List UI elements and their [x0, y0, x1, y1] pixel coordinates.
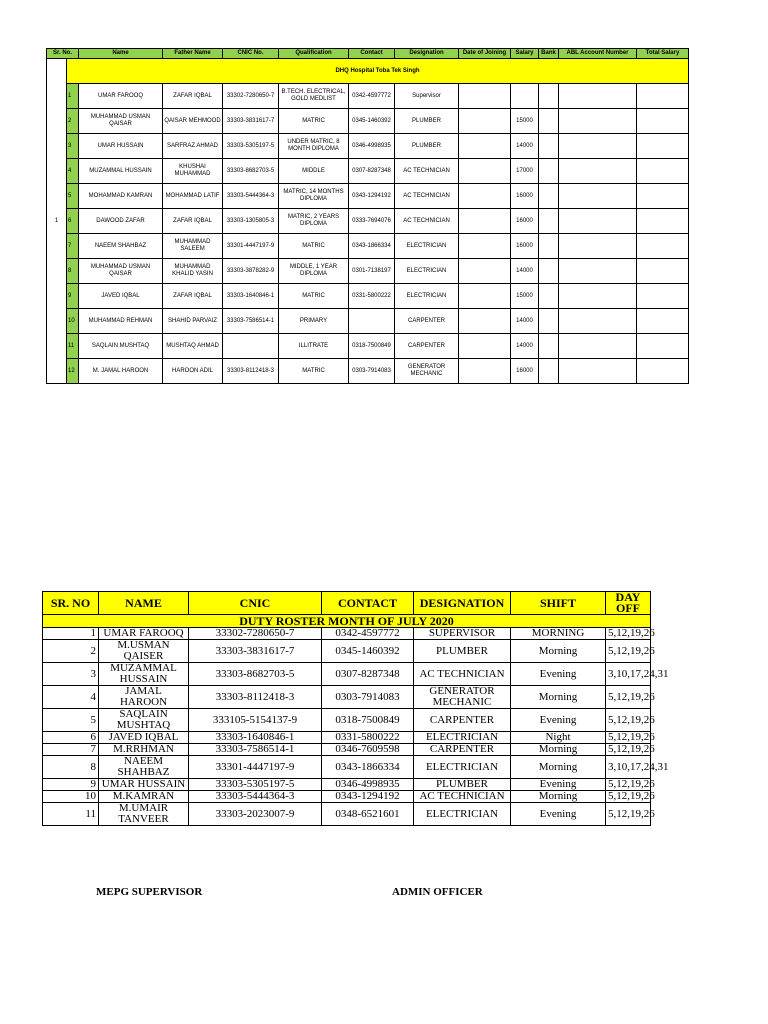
staff-date-of-joining — [459, 209, 511, 234]
staff-abl-account — [559, 109, 637, 134]
staff-total-salary — [637, 159, 689, 184]
staff-cnic: 33303-5444364-3 — [223, 184, 279, 209]
roster-header-contact: CONTACT — [322, 592, 414, 615]
roster-dayoff: 5,12,19,26 — [606, 709, 651, 732]
roster-row — [43, 756, 651, 779]
staff-designation: GENERATOR MECHANIC — [395, 359, 459, 384]
roster-designation: AC TECHNICIAN — [414, 663, 511, 686]
staff-bank — [539, 209, 559, 234]
roster-shift: Evening — [511, 803, 606, 826]
roster-dayoff: 5,12,19,26 — [606, 732, 651, 744]
roster-designation: PLUMBER — [414, 640, 511, 663]
roster-sr: 4 — [43, 686, 99, 709]
header-bank: Bank — [539, 49, 559, 59]
staff-cnic: 33303-3831617-7 — [223, 109, 279, 134]
staff-contact: 0343-1866334 — [349, 234, 395, 259]
staff-designation: AC TECHNICIAN — [395, 209, 459, 234]
staff-name: MUHAMMAD USMAN QAISAR — [79, 259, 163, 284]
staff-qualification: MIDDLE, 1 YEAR DIPLOMA — [279, 259, 349, 284]
staff-abl-account — [559, 359, 637, 384]
staff-abl-account — [559, 84, 637, 109]
roster-name: M.UMAIR TANVEER — [99, 803, 189, 826]
staff-cnic: 33303-1305805-3 — [223, 209, 279, 234]
staff-name: JAVED IQBAL — [79, 284, 163, 309]
staff-date-of-joining — [459, 359, 511, 384]
roster-name: M.USMAN QAISER — [99, 640, 189, 663]
staff-row — [47, 234, 689, 259]
roster-contact: 0343-1866334 — [322, 756, 414, 779]
staff-row-number: 6 — [67, 209, 79, 234]
staff-bank — [539, 359, 559, 384]
staff-name: MUHAMMAD USMAN QAISAR — [79, 109, 163, 134]
staff-father-name: ZAFAR IQBAL — [163, 284, 223, 309]
header-abl-account: ABL Account Number — [559, 49, 637, 59]
staff-name: NAEEM SHAHBAZ — [79, 234, 163, 259]
roster-shift: Morning — [511, 686, 606, 709]
staff-father-name: HAROON ADIL — [163, 359, 223, 384]
staff-contact — [349, 309, 395, 334]
roster-row — [43, 803, 651, 826]
roster-row — [43, 709, 651, 732]
roster-name: MUZAMMAL HUSSAIN — [99, 663, 189, 686]
roster-row — [43, 640, 651, 663]
roster-row — [43, 744, 651, 756]
staff-name: M. JAMAL HAROON — [79, 359, 163, 384]
staff-father-name: KHUSHAI MUHAMMAD — [163, 159, 223, 184]
roster-designation: ELECTRICIAN — [414, 732, 511, 744]
staff-salary: 14000 — [511, 334, 539, 359]
roster-row — [43, 791, 651, 803]
staff-cnic: 33303-7586514-1 — [223, 309, 279, 334]
roster-dayoff: 3,10,17,24,31 — [606, 756, 651, 779]
staff-father-name: SARFRAZ AHMAD — [163, 134, 223, 159]
roster-contact: 0331-5800222 — [322, 732, 414, 744]
header-contact: Contact — [349, 49, 395, 59]
staff-date-of-joining — [459, 84, 511, 109]
staff-designation: AC TECHNICIAN — [395, 159, 459, 184]
roster-title-row — [43, 615, 651, 628]
staff-row-number: 12 — [67, 359, 79, 384]
staff-father-name: SHAHID PARVAIZ — [163, 309, 223, 334]
roster-cnic: 33303-8682703-5 — [189, 663, 322, 686]
staff-salary: 16000 — [511, 359, 539, 384]
staff-table — [46, 48, 689, 384]
roster-cnic: 33303-5444364-3 — [189, 791, 322, 803]
staff-row-number: 1 — [67, 84, 79, 109]
staff-row-number: 7 — [67, 234, 79, 259]
staff-total-salary — [637, 259, 689, 284]
roster-contact: 0346-4998935 — [322, 779, 414, 791]
roster-cnic: 33303-3831617-7 — [189, 640, 322, 663]
staff-salary: 16000 — [511, 209, 539, 234]
staff-name: MUHAMMAD REHMAN — [79, 309, 163, 334]
staff-row — [47, 334, 689, 359]
staff-contact: 0331-5800222 — [349, 284, 395, 309]
staff-total-salary — [637, 309, 689, 334]
staff-abl-account — [559, 134, 637, 159]
staff-salary: 15000 — [511, 284, 539, 309]
roster-name: UMAR HUSSAIN — [99, 779, 189, 791]
header-qualification: Qualification — [279, 49, 349, 59]
roster-shift: Evening — [511, 709, 606, 732]
roster-row — [43, 779, 651, 791]
roster-row — [43, 628, 651, 640]
staff-designation: CARPENTER — [395, 334, 459, 359]
staff-date-of-joining — [459, 334, 511, 359]
roster-dayoff: 5,12,19,26 — [606, 744, 651, 756]
staff-qualification: UNDER MATRIC, 8 MONTH DIPLOMA — [279, 134, 349, 159]
header-date-of-joining: Date of Joining — [459, 49, 511, 59]
hospital-name: DHQ Hospital Toba Tek Singh — [67, 59, 689, 84]
roster-sr: 11 — [43, 803, 99, 826]
staff-salary — [511, 84, 539, 109]
roster-dayoff: 5,12,19,26 — [606, 791, 651, 803]
staff-bank — [539, 184, 559, 209]
staff-designation: CARPENTER — [395, 309, 459, 334]
roster-dayoff: 5,12,19,26 — [606, 628, 651, 640]
staff-date-of-joining — [459, 309, 511, 334]
roster-row — [43, 663, 651, 686]
roster-sr: 3 — [43, 663, 99, 686]
staff-contact: 0342-4597772 — [349, 84, 395, 109]
staff-row-number: 8 — [67, 259, 79, 284]
roster-contact: 0345-1460392 — [322, 640, 414, 663]
roster-designation: GENERATOR MECHANIC — [414, 686, 511, 709]
roster-name: SAQLAIN MUSHTAQ — [99, 709, 189, 732]
roster-contact: 0307-8287348 — [322, 663, 414, 686]
staff-date-of-joining — [459, 159, 511, 184]
staff-row-number: 10 — [67, 309, 79, 334]
roster-cnic: 33303-7586514-1 — [189, 744, 322, 756]
staff-father-name: QAISAR MEHMOOD — [163, 109, 223, 134]
staff-qualification: MATRIC — [279, 109, 349, 134]
roster-sr: 5 — [43, 709, 99, 732]
staff-row-number: 9 — [67, 284, 79, 309]
roster-cnic: 33303-5305197-5 — [189, 779, 322, 791]
staff-salary: 17000 — [511, 159, 539, 184]
roster-header-cnic: CNIC — [189, 592, 322, 615]
staff-date-of-joining — [459, 259, 511, 284]
staff-row — [47, 84, 689, 109]
roster-contact: 0342-4597772 — [322, 628, 414, 640]
header-total-salary: Total Salary — [637, 49, 689, 59]
staff-total-salary — [637, 209, 689, 234]
header-salary: Salary — [511, 49, 539, 59]
staff-contact: 0346-4998935 — [349, 134, 395, 159]
staff-qualification: MATRIC, 14 MONTHS DIPLOMA — [279, 184, 349, 209]
staff-qualification: MATRIC — [279, 234, 349, 259]
staff-name: MOHAMMAD KAMRAN — [79, 184, 163, 209]
roster-header-designation: DESIGNATION — [414, 592, 511, 615]
roster-name: M.RRHMAN — [99, 744, 189, 756]
roster-cnic: 33303-8112418-3 — [189, 686, 322, 709]
staff-salary: 16000 — [511, 234, 539, 259]
roster-shift: Morning — [511, 640, 606, 663]
staff-date-of-joining — [459, 134, 511, 159]
roster-designation: CARPENTER — [414, 709, 511, 732]
roster-name: JAVED IQBAL — [99, 732, 189, 744]
staff-cnic: 33301-4447197-9 — [223, 234, 279, 259]
staff-cnic: 33303-8112418-3 — [223, 359, 279, 384]
roster-cnic: 33302-7280650-7 — [189, 628, 322, 640]
staff-bank — [539, 134, 559, 159]
staff-name: UMAR FAROOQ — [79, 84, 163, 109]
staff-name: SAQLAIN MUSHTAQ — [79, 334, 163, 359]
roster-contact: 0348-6521601 — [322, 803, 414, 826]
staff-designation: AC TECHNICIAN — [395, 184, 459, 209]
header-designation: Designation — [395, 49, 459, 59]
group-number: 1 — [47, 59, 67, 384]
roster-cnic: 33301-4447197-9 — [189, 756, 322, 779]
roster-header-sr: SR. NO — [43, 592, 99, 615]
staff-cnic: 33303-5305197-5 — [223, 134, 279, 159]
roster-name: UMAR FAROOQ — [99, 628, 189, 640]
staff-father-name: ZAFAR IQBAL — [163, 84, 223, 109]
roster-designation: ELECTRICIAN — [414, 803, 511, 826]
roster-header-row — [43, 592, 651, 615]
staff-date-of-joining — [459, 284, 511, 309]
staff-contact: 0343-1294192 — [349, 184, 395, 209]
roster-cnic: 33303-1640846-1 — [189, 732, 322, 744]
roster-shift: Morning — [511, 756, 606, 779]
staff-qualification: MIDDLE — [279, 159, 349, 184]
roster-designation: ELECTRICIAN — [414, 756, 511, 779]
header-sr-no: Sr. No. — [47, 49, 79, 59]
roster-contact: 0303-7914083 — [322, 686, 414, 709]
staff-bank — [539, 159, 559, 184]
staff-abl-account — [559, 334, 637, 359]
roster-sr: 1 — [43, 628, 99, 640]
staff-total-salary — [637, 284, 689, 309]
staff-salary: 14000 — [511, 134, 539, 159]
hospital-row — [47, 59, 689, 84]
roster-header-shift: SHIFT — [511, 592, 606, 615]
staff-qualification: B.TECH. ELECTRICAL, GOLD MEDLIST — [279, 84, 349, 109]
staff-header-row — [47, 49, 689, 59]
staff-abl-account — [559, 309, 637, 334]
staff-bank — [539, 109, 559, 134]
staff-father-name: MUHAMMAD KHALID YASIN — [163, 259, 223, 284]
roster-dayoff: 5,12,19,26 — [606, 640, 651, 663]
staff-abl-account — [559, 159, 637, 184]
staff-designation: Supervisor — [395, 84, 459, 109]
roster-name: M.KAMRAN — [99, 791, 189, 803]
roster-sr: 8 — [43, 756, 99, 779]
staff-qualification: PRIMARY — [279, 309, 349, 334]
staff-qualification: MATRIC — [279, 284, 349, 309]
staff-abl-account — [559, 259, 637, 284]
roster-sr: 7 — [43, 744, 99, 756]
staff-row — [47, 209, 689, 234]
staff-total-salary — [637, 84, 689, 109]
duty-roster-table — [42, 590, 669, 826]
header-name: Name — [79, 49, 163, 59]
staff-qualification: MATRIC — [279, 359, 349, 384]
roster-name: JAMAL HAROON — [99, 686, 189, 709]
staff-abl-account — [559, 184, 637, 209]
staff-salary: 14000 — [511, 259, 539, 284]
roster-cnic: 33303-2023007-9 — [189, 803, 322, 826]
staff-bank — [539, 84, 559, 109]
staff-qualification: MATRIC, 2 YEARS DIPLOMA — [279, 209, 349, 234]
roster-name: NAEEM SHAHBAZ — [99, 756, 189, 779]
staff-father-name: MUHAMMAD SALEEM — [163, 234, 223, 259]
roster-shift: Evening — [511, 779, 606, 791]
staff-contact: 0301-7138197 — [349, 259, 395, 284]
admin-officer-signature: ADMIN OFFICER — [392, 886, 483, 898]
staff-row — [47, 359, 689, 384]
staff-date-of-joining — [459, 234, 511, 259]
staff-abl-account — [559, 284, 637, 309]
staff-row — [47, 134, 689, 159]
staff-row — [47, 184, 689, 209]
roster-dayoff: 5,12,19,26 — [606, 686, 651, 709]
roster-cnic: 333105-5154137-9 — [189, 709, 322, 732]
staff-bank — [539, 284, 559, 309]
header-father-name: Father Name — [163, 49, 223, 59]
staff-name: MUZAMMAL HUSSAIN — [79, 159, 163, 184]
staff-row — [47, 159, 689, 184]
mepg-supervisor-signature: MEPG SUPERVISOR — [96, 886, 203, 898]
roster-dayoff: 5,12,19,26 — [606, 803, 651, 826]
roster-shift: Evening — [511, 663, 606, 686]
roster-title: DUTY ROSTER MONTH OF JULY 2020 — [43, 615, 651, 628]
header-cnic: CNIC No. — [223, 49, 279, 59]
staff-contact: 0333-7694076 — [349, 209, 395, 234]
roster-shift: Night — [511, 732, 606, 744]
roster-dayoff: 3,10,17,24,31 — [606, 663, 651, 686]
roster-shift: Morning — [511, 744, 606, 756]
staff-total-salary — [637, 334, 689, 359]
staff-designation: PLUMBER — [395, 134, 459, 159]
roster-contact: 0318-7500849 — [322, 709, 414, 732]
staff-cnic: 33302-7280650-7 — [223, 84, 279, 109]
staff-salary: 16000 — [511, 184, 539, 209]
staff-contact: 0345-1460392 — [349, 109, 395, 134]
staff-designation: ELECTRICIAN — [395, 234, 459, 259]
staff-total-salary — [637, 134, 689, 159]
staff-name: DAWOOD ZAFAR — [79, 209, 163, 234]
roster-contact: 0346-7609598 — [322, 744, 414, 756]
staff-row-number: 11 — [67, 334, 79, 359]
roster-designation: SUPERVISOR — [414, 628, 511, 640]
staff-row — [47, 309, 689, 334]
staff-date-of-joining — [459, 184, 511, 209]
staff-cnic: 33303-3878282-9 — [223, 259, 279, 284]
staff-total-salary — [637, 359, 689, 384]
staff-abl-account — [559, 234, 637, 259]
staff-cnic: 33303-8682703-5 — [223, 159, 279, 184]
roster-designation: AC TECHNICIAN — [414, 791, 511, 803]
roster-contact: 0343-1294192 — [322, 791, 414, 803]
staff-row-number: 3 — [67, 134, 79, 159]
staff-bank — [539, 259, 559, 284]
staff-designation: ELECTRICIAN — [395, 259, 459, 284]
staff-date-of-joining — [459, 109, 511, 134]
staff-father-name: ZAFAR IQBAL — [163, 209, 223, 234]
roster-shift: Morning — [511, 791, 606, 803]
staff-salary: 15000 — [511, 109, 539, 134]
staff-total-salary — [637, 184, 689, 209]
roster-sr: 2 — [43, 640, 99, 663]
roster-header-dayoff: DAY OFF — [606, 592, 651, 615]
staff-qualification: ILLITRATE — [279, 334, 349, 359]
roster-row — [43, 686, 651, 709]
staff-designation: PLUMBER — [395, 109, 459, 134]
roster-row — [43, 732, 651, 744]
staff-row-number: 4 — [67, 159, 79, 184]
roster-sr: 9 — [43, 779, 99, 791]
roster-designation: CARPENTER — [414, 744, 511, 756]
staff-contact: 0303-7914083 — [349, 359, 395, 384]
roster-sr: 6 — [43, 732, 99, 744]
staff-father-name: MOHAMMAD LATIF — [163, 184, 223, 209]
staff-salary: 14000 — [511, 309, 539, 334]
staff-bank — [539, 309, 559, 334]
staff-name: UMAR HUSSAIN — [79, 134, 163, 159]
staff-row — [47, 109, 689, 134]
roster-designation: PLUMBER — [414, 779, 511, 791]
roster-dayoff: 5,12,19,26 — [606, 779, 651, 791]
staff-designation: ELECTRICIAN — [395, 284, 459, 309]
staff-row-number: 5 — [67, 184, 79, 209]
staff-total-salary — [637, 109, 689, 134]
staff-bank — [539, 334, 559, 359]
staff-abl-account — [559, 209, 637, 234]
staff-father-name: MUSHTAQ AHMAD — [163, 334, 223, 359]
staff-bank — [539, 234, 559, 259]
staff-total-salary — [637, 234, 689, 259]
staff-row — [47, 284, 689, 309]
roster-shift: MORNING — [511, 628, 606, 640]
staff-row — [47, 259, 689, 284]
staff-contact: 0307-8287348 — [349, 159, 395, 184]
staff-cnic: 33303-1640846-1 — [223, 284, 279, 309]
staff-row-number: 2 — [67, 109, 79, 134]
roster-header-name: NAME — [99, 592, 189, 615]
staff-cnic — [223, 334, 279, 359]
roster-sr: 10 — [43, 791, 99, 803]
staff-contact: 0318-7500849 — [349, 334, 395, 359]
